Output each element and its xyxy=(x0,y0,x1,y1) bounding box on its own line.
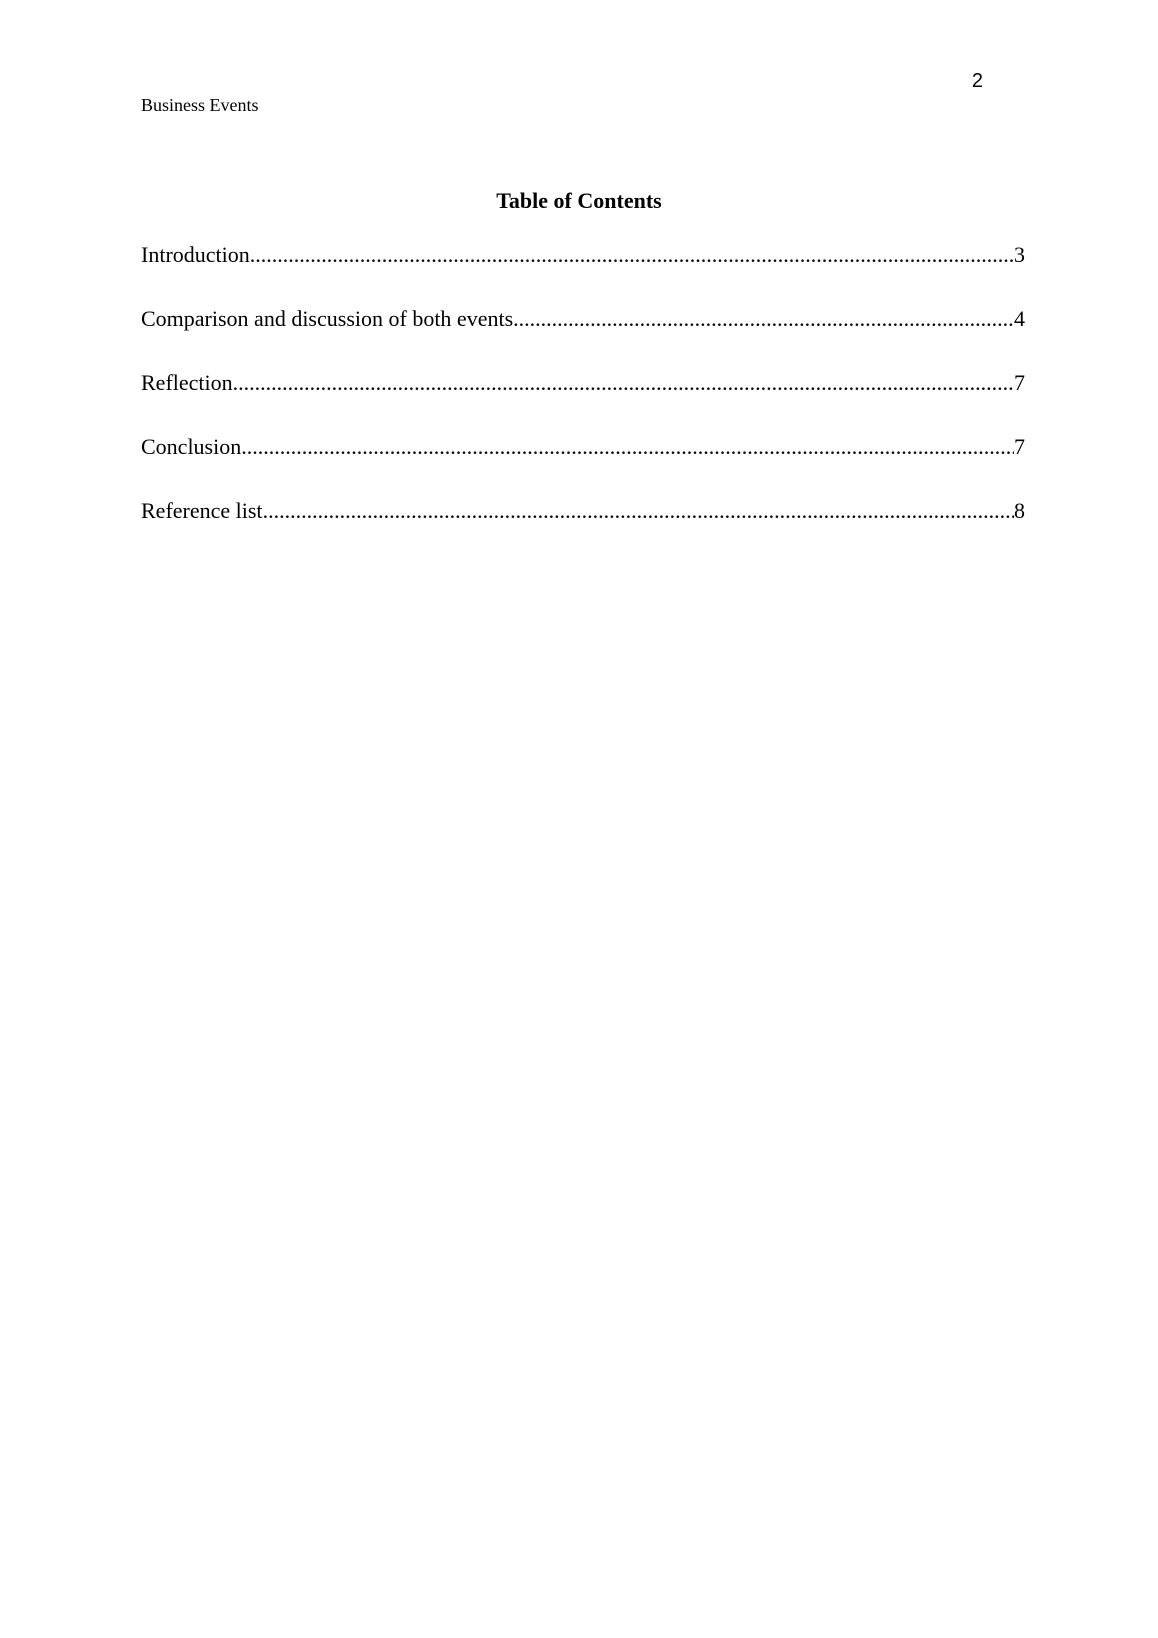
toc-dot-leader xyxy=(233,370,1014,396)
toc-entry-page: 4 xyxy=(1014,306,1025,331)
toc-dot-leader xyxy=(241,434,1014,460)
running-head: Business Events xyxy=(141,95,259,115)
toc-entry-label: Comparison and discussion of both events xyxy=(141,306,514,331)
toc-title: Table of Contents xyxy=(496,188,662,213)
toc-entry-comparison[interactable] xyxy=(141,306,1025,370)
toc-entry-page: 7 xyxy=(1014,370,1025,395)
toc-entry-introduction[interactable] xyxy=(141,242,1025,306)
toc-entry-label: Reflection xyxy=(141,370,233,395)
toc-entry-page: 3 xyxy=(1014,242,1025,267)
toc-entry-page: 7 xyxy=(1014,434,1025,459)
toc-entry-page: 8 xyxy=(1014,498,1025,523)
toc-dot-leader xyxy=(513,306,1014,332)
toc-dot-leader xyxy=(263,498,1014,524)
toc-dot-leader xyxy=(250,242,1014,268)
toc-entry-label: Reference list xyxy=(141,498,263,523)
toc-entry-label: Introduction xyxy=(141,242,250,267)
page-number: 2 xyxy=(971,70,983,92)
toc-list xyxy=(141,242,1025,562)
toc-entry-conclusion[interactable] xyxy=(141,434,1025,498)
toc-entry-reflection[interactable] xyxy=(141,370,1025,434)
toc-entry-label: Conclusion xyxy=(141,434,242,459)
toc-entry-reference-list[interactable] xyxy=(141,498,1025,562)
